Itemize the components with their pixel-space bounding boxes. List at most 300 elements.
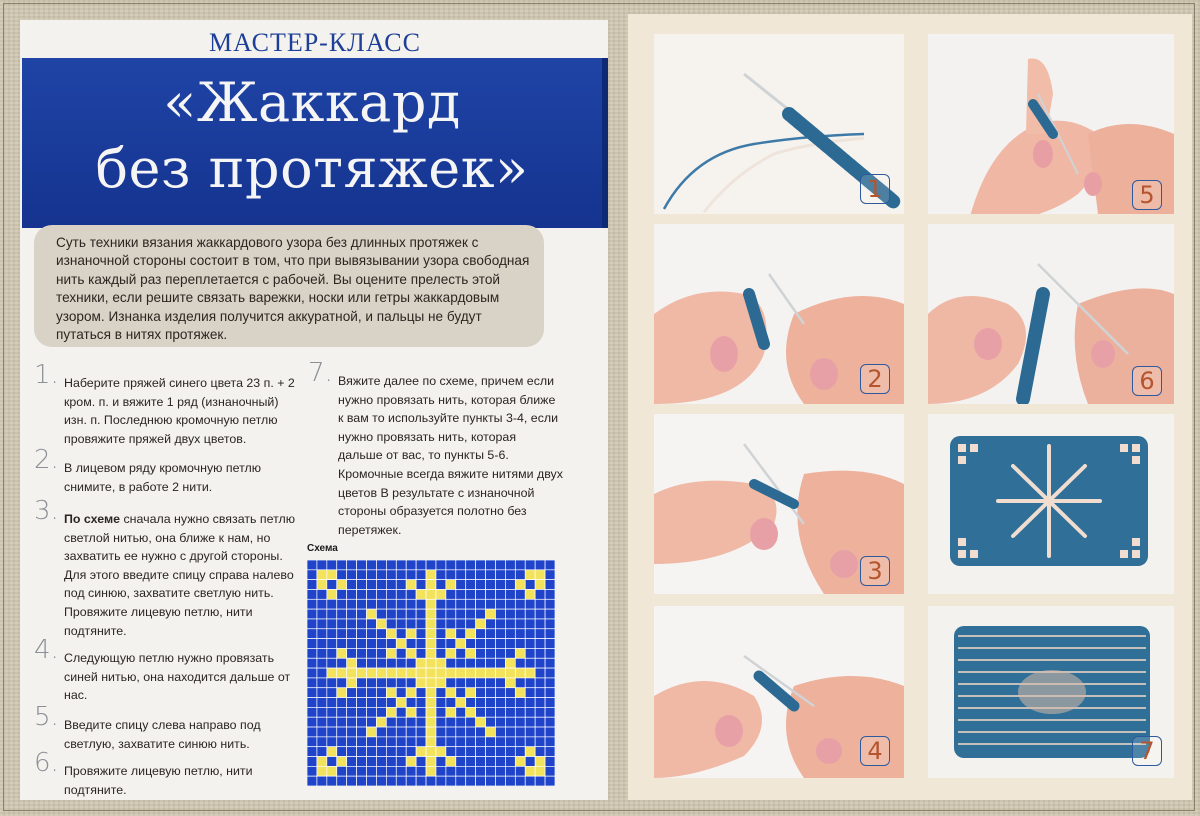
scheme-cell [376,737,386,747]
scheme-cell [426,766,436,776]
step-text: Наберите пряжей синего цвета 23 п. + 2 кром. п. и вяжите 1 ряд (изнаночный) изн. п. Последнюю кромочную петлю провяжите пряжей двух цветов. [64,376,295,446]
scheme-cell [337,648,347,658]
scheme-cell [367,619,377,629]
scheme-cell [307,737,317,747]
scheme-cell [376,560,386,570]
scheme-cell [436,757,446,767]
scheme-cell [505,629,515,639]
scheme-cell [396,688,406,698]
step-text [34,510,302,640]
scheme-cell [367,766,377,776]
scheme-cell [376,609,386,619]
scheme-cell [327,668,337,678]
scheme-cell [466,668,476,678]
scheme-cell [466,648,476,658]
scheme-cell [466,727,476,737]
scheme-cell [436,698,446,708]
scheme-cell [406,737,416,747]
scheme-cell [456,648,466,658]
scheme-cell [347,599,357,609]
scheme-cell [376,776,386,786]
scheme-cell [466,619,476,629]
scheme-cell [466,747,476,757]
scheme-cell [426,639,436,649]
scheme-cell [486,639,496,649]
scheme-cell [386,688,396,698]
right-page [628,14,1192,800]
scheme-cell [376,747,386,757]
scheme-cell [367,560,377,570]
scheme-cell [505,589,515,599]
scheme-cell [347,776,357,786]
scheme-cell [495,648,505,658]
scheme-cell [416,688,426,698]
scheme-cell [525,580,535,590]
scheme-cell [515,707,525,717]
scheme-cell [367,698,377,708]
scheme-cell [317,658,327,668]
scheme-cell [525,776,535,786]
photo-number-badge: 5 [1132,180,1162,210]
step-4 [34,635,302,705]
scheme-cell [545,589,555,599]
title-line-2: без протяжек» [95,137,529,200]
scheme-cell [426,757,436,767]
scheme-cell [317,678,327,688]
scheme-cell [486,678,496,688]
scheme-cell [515,629,525,639]
scheme-cell [525,658,535,668]
scheme-cell [386,560,396,570]
scheme-cell [525,609,535,619]
scheme-cell [406,560,416,570]
scheme-cell [386,678,396,688]
scheme-cell [515,570,525,580]
scheme-cell [426,580,436,590]
scheme-cell [505,599,515,609]
scheme-cell [446,678,456,688]
scheme-cell [396,619,406,629]
scheme-cell [307,688,317,698]
scheme-cell [376,766,386,776]
scheme-cell [476,757,486,767]
scheme-cell [327,658,337,668]
scheme-cell [446,668,456,678]
scheme-cell [327,570,337,580]
scheme-cell [357,648,367,658]
scheme-label: Схема [307,543,338,554]
scheme-cell [426,707,436,717]
scheme-cell [545,698,555,708]
scheme-cell [426,560,436,570]
step-text: Вяжите далее по схеме, причем если нужно провязать нить, которая ближе к вам то используйте пункты 3-4, если нужно провязать нить, которая дальше от вас, то пункты 5-6. Кромочные всегда вяжите нитями двух цветов В результате с изнаночной стороны образуется полотно без перетяжек. [338,374,563,537]
scheme-cell [347,766,357,776]
scheme-cell [317,717,327,727]
scheme-cell [357,570,367,580]
scheme-cell [515,599,525,609]
step-number: 3. [34,496,59,526]
scheme-cell [357,629,367,639]
scheme-cell [337,766,347,776]
scheme-cell [476,648,486,658]
scheme-cell [386,619,396,629]
scheme-cell [495,766,505,776]
scheme-cell [495,747,505,757]
scheme-cell [436,570,446,580]
scheme-cell [307,570,317,580]
scheme-cell [367,570,377,580]
scheme-cell [347,727,357,737]
scheme-cell [317,639,327,649]
scheme-cell [515,560,525,570]
scheme-cell [327,727,337,737]
scheme-cell [545,678,555,688]
scheme-cell [515,727,525,737]
scheme-cell [376,570,386,580]
left-page [20,20,608,800]
scheme-cell [525,570,535,580]
scheme-cell [327,589,337,599]
scheme-cell [535,580,545,590]
scheme-cell [505,707,515,717]
scheme-cell [337,688,347,698]
scheme-cell [486,560,496,570]
scheme-cell [515,717,525,727]
scheme-cell [416,658,426,668]
scheme-cell [416,698,426,708]
scheme-cell [317,668,327,678]
scheme-cell [396,707,406,717]
scheme-cell [476,639,486,649]
scheme-cell [426,776,436,786]
scheme-cell [545,766,555,776]
scheme-cell [476,698,486,708]
scheme-cell [545,580,555,590]
scheme-cell [525,737,535,747]
scheme-cell [307,668,317,678]
scheme-cell [495,727,505,737]
photo-number-badge: 3 [860,556,890,586]
scheme-cell [307,776,317,786]
scheme-cell [426,619,436,629]
scheme-cell [416,619,426,629]
scheme-cell [367,678,377,688]
scheme-cell [426,629,436,639]
scheme-cell [406,609,416,619]
scheme-cell [347,737,357,747]
scheme-cell [525,707,535,717]
scheme-cell [535,648,545,658]
scheme-cell [327,698,337,708]
scheme-cell [357,717,367,727]
scheme-cell [495,776,505,786]
scheme-cell [436,678,446,688]
scheme-cell [396,698,406,708]
scheme-cell [367,757,377,767]
scheme-cell [446,639,456,649]
scheme-cell [416,560,426,570]
scheme-cell [386,658,396,668]
scheme-cell [376,688,386,698]
scheme-cell [317,648,327,658]
scheme-cell [505,688,515,698]
scheme-cell [446,727,456,737]
photo-number-badge: 2 [860,364,890,394]
scheme-cell [535,629,545,639]
scheme-cell [545,737,555,747]
scheme-cell [317,570,327,580]
scheme-cell [426,589,436,599]
scheme-cell [367,737,377,747]
scheme-cell [376,599,386,609]
scheme-cell [456,580,466,590]
scheme-cell [426,668,436,678]
scheme-cell [515,668,525,678]
scheme-cell [406,629,416,639]
scheme-cell [446,698,456,708]
scheme-cell [307,747,317,757]
scheme-cell [357,776,367,786]
scheme-cell [317,688,327,698]
scheme-cell [535,619,545,629]
scheme-cell [416,609,426,619]
scheme-cell [535,737,545,747]
scheme-cell [327,619,337,629]
scheme-cell [396,639,406,649]
scheme-cell [486,737,496,747]
scheme-cell [505,648,515,658]
scheme-cell [367,688,377,698]
scheme-cell [317,698,327,708]
scheme-cell [535,698,545,708]
scheme-cell [406,580,416,590]
scheme-cell [505,678,515,688]
scheme-cell [505,737,515,747]
scheme-cell [486,688,496,698]
scheme-cell [495,619,505,629]
scheme-cell [416,757,426,767]
scheme-cell [456,757,466,767]
scheme-cell [436,707,446,717]
scheme-cell [476,747,486,757]
scheme-cell [317,776,327,786]
scheme-cell [436,629,446,639]
scheme-cell [476,668,486,678]
scheme-cell [545,668,555,678]
scheme-cell [436,648,446,658]
scheme-cell [545,619,555,629]
scheme-cell [535,776,545,786]
scheme-cell [515,609,525,619]
scheme-cell [347,707,357,717]
scheme-cell [466,757,476,767]
scheme-cell [406,776,416,786]
scheme-cell [406,757,416,767]
scheme-cell [406,717,416,727]
scheme-cell [327,757,337,767]
scheme-cell [357,766,367,776]
scheme-cell [545,717,555,727]
scheme-cell [525,688,535,698]
scheme-cell [327,707,337,717]
scheme-cell [535,727,545,737]
scheme-cell [367,658,377,668]
scheme-cell [545,658,555,668]
scheme-cell [416,648,426,658]
scheme-cell [367,776,377,786]
scheme-cell [505,717,515,727]
scheme-cell [317,589,327,599]
scheme-cell [396,589,406,599]
scheme-cell [307,717,317,727]
scheme-cell [456,688,466,698]
scheme-cell [406,698,416,708]
scheme-cell [337,658,347,668]
scheme-cell [376,668,386,678]
scheme-cell [347,658,357,668]
scheme-cell [545,707,555,717]
scheme-cell [476,570,486,580]
scheme-cell [446,757,456,767]
scheme-cell [406,678,416,688]
scheme-cell [525,727,535,737]
step-number: 5. [34,702,59,732]
scheme-cell [436,766,446,776]
photo-step-5 [928,34,1174,214]
scheme-cell [317,727,327,737]
photo-number-badge: 1 [860,174,890,204]
photo-step-3 [654,414,904,594]
scheme-cell [525,648,535,658]
scheme-cell [545,639,555,649]
scheme-cell [535,747,545,757]
scheme-cell [396,717,406,727]
scheme-cell [376,589,386,599]
photo-number-badge: 6 [1132,366,1162,396]
scheme-cell [396,678,406,688]
scheme-cell [337,639,347,649]
scheme-cell [357,658,367,668]
scheme-cell [486,698,496,708]
scheme-cell [406,639,416,649]
scheme-cell [406,707,416,717]
scheme-cell [436,639,446,649]
scheme-cell [515,678,525,688]
photo-step-6 [928,224,1174,404]
scheme-cell [535,570,545,580]
scheme-cell [347,580,357,590]
scheme-cell [357,668,367,678]
scheme-cell [466,629,476,639]
scheme-cell [337,707,347,717]
eyebrow-label: МАСТЕР-КЛАСС [22,28,608,58]
scheme-cell [446,609,456,619]
scheme-cell [426,648,436,658]
scheme-cell [535,609,545,619]
photo-step-2 [654,224,904,404]
step-6 [34,748,302,799]
scheme-cell [476,727,486,737]
scheme-cell [376,707,386,717]
scheme-cell [327,560,337,570]
scheme-cell [446,707,456,717]
scheme-cell [456,619,466,629]
scheme-cell [406,766,416,776]
scheme-cell [396,570,406,580]
scheme-cell [376,727,386,737]
scheme-cell [396,580,406,590]
scheme-cell [307,599,317,609]
scheme-cell [337,747,347,757]
scheme-cell [446,629,456,639]
photo-number-badge: 4 [860,736,890,766]
step-number: 7. [308,358,333,388]
scheme-cell [446,589,456,599]
scheme-cell [386,639,396,649]
scheme-cell [367,727,377,737]
scheme-cell [495,570,505,580]
scheme-cell [347,639,357,649]
scheme-cell [456,707,466,717]
scheme-cell [446,560,456,570]
scheme-cell [386,766,396,776]
scheme-cell [327,766,337,776]
scheme-cell [436,609,446,619]
scheme-cell [535,668,545,678]
scheme-cell [416,776,426,786]
scheme-cell [446,717,456,727]
scheme-cell [367,747,377,757]
scheme-cell [545,757,555,767]
scheme-cell [456,776,466,786]
scheme-cell [515,747,525,757]
scheme-cell [495,658,505,668]
scheme-cell [505,757,515,767]
intro-text: Суть техники вязания жаккардового узора без длинных протяжек с изнаночной стороны состоит в том, что при вывязывании узора свободная нить каждый раз переплетается с рабочей. Вы оцените прелесть этой техники, если решите связать варежки, носки или гетры жаккардовым узором. Изнанка изделия получится аккуратной, и пальцы не будут путаться в нитях протяжек. [34,225,544,347]
scheme-cell [456,747,466,757]
scheme-cell [317,747,327,757]
step-number: 2. [34,445,59,475]
scheme-cell [446,619,456,629]
scheme-cell [317,599,327,609]
scheme-cell [426,717,436,727]
scheme-cell [486,609,496,619]
scheme-cell [476,658,486,668]
scheme-cell [307,766,317,776]
scheme-cell [347,560,357,570]
scheme-cell [545,609,555,619]
scheme-cell [376,717,386,727]
scheme-cell [476,629,486,639]
scheme-cell [426,727,436,737]
scheme-cell [505,639,515,649]
scheme-cell [486,717,496,727]
scheme-cell [357,757,367,767]
scheme-cell [525,698,535,708]
scheme-cell [446,570,456,580]
scheme-cell [386,609,396,619]
scheme-cell [307,707,317,717]
scheme-cell [317,560,327,570]
photo-swatch-front [928,414,1174,594]
scheme-cell [476,619,486,629]
scheme-cell [535,717,545,727]
scheme-cell [515,589,525,599]
scheme-cell [307,589,317,599]
scheme-cell [307,629,317,639]
scheme-cell [416,678,426,688]
scheme-cell [347,668,357,678]
